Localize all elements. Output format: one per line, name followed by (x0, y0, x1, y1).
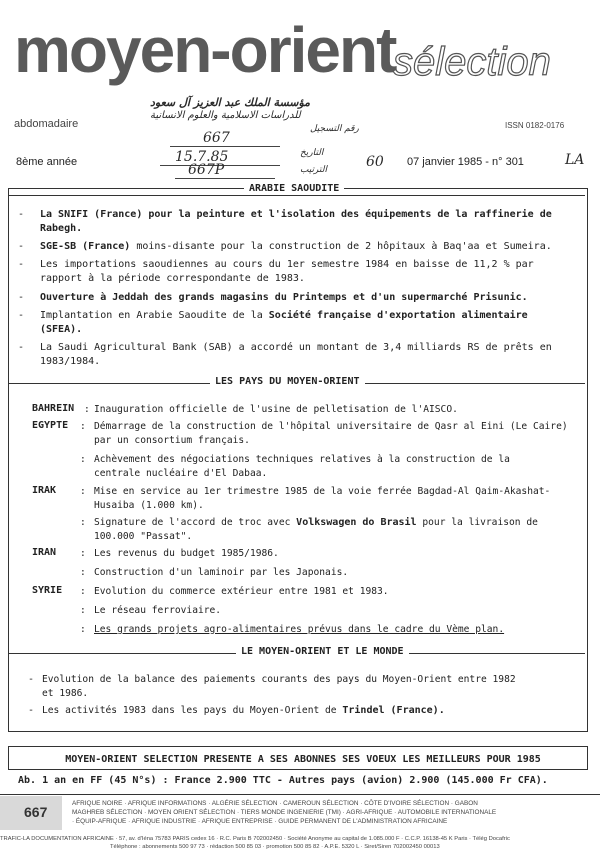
handwritten-60: 60 (366, 154, 384, 170)
arabie-item-2: SGE-SB (France) moins-disante pour la construction de 2 hôpitaux à Baq'aa et Sumeira. (40, 241, 552, 252)
colon: : (80, 586, 86, 597)
colon: : (80, 486, 86, 497)
country-egypte: EGYPTE (32, 420, 69, 431)
arabie-item-5: Implantation en Arabie Saoudite de la Société française d'exportation alimentaire (SFEA). (40, 310, 528, 335)
bullet-dash: - (18, 310, 25, 321)
colon: : (80, 517, 86, 528)
egypte-text-2: Achèvement des négociations techniques relatives à la construction de la centrale nucléaire d'El Dabaa. (94, 454, 510, 479)
footer-rule (0, 794, 600, 795)
arabie-item-1: La SNIFI (France) pour la peinture et l'isolation des équipements de la raffinerie de Rabegh. (40, 209, 552, 234)
masthead-title: moyen-orient (14, 14, 396, 86)
frequency-label: abdomadaire (14, 118, 79, 130)
masthead-selection: sélection (393, 40, 551, 84)
country-irak: IRAK (32, 485, 57, 496)
publications-list: AFRIQUE NOIRE · AFRIQUE INFORMATIONS · ALGÉRIE SÉLECTION · CAMEROUN SÉLECTION · CÔTE D'IVOIRE SÉLECTION · GABON MAGHREB SÉLECTION · MOYEN ORIENT SÉLECTION · TIERS MONDE INGENIERIE (TMI) · AGRI-AFRIQUE · AUTOMOBILE INTERNATIONALE · ÉQUIP-AFRIQUE · AFRIQUE INDUSTRIE · AFRIQUE ENTREPRISE · GUIDE PERMANENT DE L'ADMINISTRATION AFRICAINE (72, 800, 497, 825)
stamp-class-value: 667P (188, 162, 225, 178)
colon: : (80, 605, 86, 616)
arabie-rule (9, 195, 585, 196)
colon: : (80, 624, 86, 635)
colon: : (80, 567, 86, 578)
arabie-item-3: Les importations saoudiennes au cours du 1er semestre 1984 en baisse de 11,2 % par rapport à la période correspondante de 1983. (40, 259, 534, 284)
country-iran: IRAN (32, 547, 57, 558)
stamp-line1: مؤسسة الملك عبد العزيز آل سعود (150, 96, 311, 109)
country-bahrein: BAHREIN (32, 403, 75, 414)
stamp-class-label: الترتيب (300, 165, 327, 175)
irak-text-1: Mise en service au 1er trimestre 1985 de la voie ferrée Bagdad-Al Qaim-Akashat-Husaiba (1.000 km). (94, 486, 551, 511)
egypte-text-1: Démarrage de la construction de l'hôpital universitaire de Qasr al Eini (Le Caire) par un consortium français. (94, 421, 568, 446)
year-label: 8ème année (16, 156, 78, 168)
colon: : (80, 548, 86, 559)
iran-text-2: Construction d'un laminoir par les Japonais. (94, 567, 349, 578)
stamp-reg-value: 667 (203, 130, 230, 146)
stamp-rule-3 (175, 178, 275, 179)
colon: : (80, 454, 86, 465)
stamp-line2: للدراسات الاسلامية والعلوم الانسانية (150, 110, 301, 121)
bullet-dash: - (18, 292, 25, 303)
stamp-reg-label: رقم التسجيل (310, 124, 359, 134)
colon: : (80, 421, 86, 432)
stamp-date-label: التاريخ (300, 148, 324, 158)
syrie-text-3: Les grands projets agro-alimentaires prévus dans le cadre du Vème plan. (94, 624, 505, 635)
arabie-item-6: La Saudi Agricultural Bank (SAB) a accordé un montant de 3,4 milliards RS de prêts en 1983/1984. (40, 342, 552, 367)
iran-text-1: Les revenus du budget 1985/1986. (94, 548, 279, 559)
bullet-dash: - (28, 674, 35, 685)
stamp-date-value: 15.7.85 (175, 149, 229, 165)
subscription-text: Ab. 1 an en FF (45 N°s) : France 2.900 TTC - Autres pays (avion) 2.900 (145.000 Fr CFA). (18, 775, 548, 786)
handwritten-la: LA (565, 152, 585, 168)
pays-heading: LES PAYS DU MOYEN-ORIENT (210, 376, 365, 387)
arabie-item-4: Ouverture à Jeddah des grands magasins du Printemps et d'un supermarché Prisunic. (40, 292, 528, 303)
arabie-heading: ARABIE SAOUDITE (244, 183, 344, 194)
issue-date: 07 janvier 1985 - n° 301 (407, 156, 524, 168)
bahrein-text: Inauguration officielle de l'usine de pelletisation de l'AISCO. (94, 404, 458, 415)
bullet-dash: - (18, 241, 25, 252)
monde-heading: LE MOYEN-ORIENT ET LE MONDE (236, 646, 409, 657)
bullet-dash: - (28, 705, 35, 716)
monde-item-1: Evolution de la balance des paiements courants des pays du Moyen-Orient entre 1982 et 1986. (42, 674, 516, 699)
voeux-text: MOYEN-ORIENT SELECTION PRESENTE A SES ABONNES SES VOEUX LES MEILLEURS POUR 1985 (65, 754, 541, 765)
irak-text-2: Signature de l'accord de troc avec Volkswagen do Brasil pour la livraison de 100.000 "Passat". (94, 517, 538, 542)
bullet-dash: - (18, 209, 25, 220)
imprint: TRAFIC-LA DOCUMENTATION AFRICAINE · 57, av. d'Iéna 75783 PARIS cedex 16 · R.C. Paris B 702002450 · Société Anonyme au capital de 1.085.000 F · C.C.P. 16138-45 K Paris · Télég Docafric Téléphone : abonnements 500 97 73 · rédaction 500 85 03 · promotion 500 85 82 · A.P.E. 5320 L · Siret/Siren 702002450 00013 (0, 836, 510, 850)
syrie-text-2: Le réseau ferroviaire. (94, 605, 222, 616)
colon: : (84, 404, 90, 415)
page-number: 667 (24, 804, 48, 820)
country-syrie: SYRIE (32, 585, 63, 596)
stamp-rule-1 (170, 146, 280, 147)
monde-item-2: Les activités 1983 dans les pays du Moyen-Orient de Trindel (France). (42, 705, 445, 716)
syrie-text-1: Evolution du commerce extérieur entre 1981 et 1983. (94, 586, 389, 597)
bullet-dash: - (18, 342, 25, 353)
issn: ISSN 0182-0176 (505, 121, 565, 130)
bullet-dash: - (18, 259, 25, 270)
